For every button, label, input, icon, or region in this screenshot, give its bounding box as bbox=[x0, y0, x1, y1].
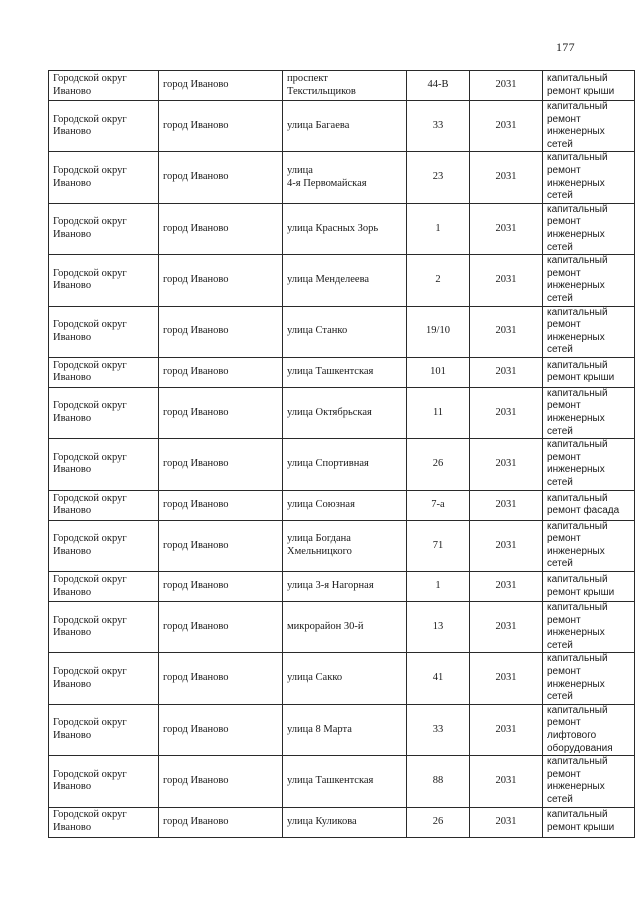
house-number-cell: 26 bbox=[407, 439, 470, 490]
table-row bbox=[49, 602, 635, 653]
table-row bbox=[49, 756, 635, 807]
work-type-cell: капитальный ремонт фасада bbox=[543, 490, 635, 520]
year-cell: 2031 bbox=[470, 71, 543, 101]
work-type-cell: капитальный ремонт крыши bbox=[543, 357, 635, 387]
city-cell: город Иваново bbox=[159, 387, 283, 438]
house-number-cell: 19/10 bbox=[407, 306, 470, 357]
year-cell: 2031 bbox=[470, 490, 543, 520]
municipality-cell: Городской округ Иваново bbox=[49, 572, 159, 602]
year-cell: 2031 bbox=[470, 387, 543, 438]
work-type-cell: капитальный ремонт инженерных сетей bbox=[543, 101, 635, 152]
table-row bbox=[49, 704, 635, 755]
municipality-cell: Городской округ Иваново bbox=[49, 490, 159, 520]
municipality-cell: Городской округ Иваново bbox=[49, 152, 159, 203]
street-cell: микрорайон 30-й bbox=[283, 602, 407, 653]
municipality-cell: Городской округ Иваново bbox=[49, 704, 159, 755]
work-type-cell: капитальный ремонт инженерных сетей bbox=[543, 387, 635, 438]
house-number-cell: 41 bbox=[407, 653, 470, 704]
year-cell: 2031 bbox=[470, 439, 543, 490]
year-cell: 2031 bbox=[470, 602, 543, 653]
house-number-cell: 11 bbox=[407, 387, 470, 438]
city-cell: город Иваново bbox=[159, 71, 283, 101]
street-cell: улица Куликова bbox=[283, 807, 407, 837]
street-cell: улица 8 Марта bbox=[283, 704, 407, 755]
year-cell: 2031 bbox=[470, 807, 543, 837]
house-number-cell: 13 bbox=[407, 602, 470, 653]
year-cell: 2031 bbox=[470, 152, 543, 203]
municipality-cell: Городской округ Иваново bbox=[49, 255, 159, 306]
city-cell: город Иваново bbox=[159, 101, 283, 152]
municipality-cell: Городской округ Иваново bbox=[49, 101, 159, 152]
city-cell: город Иваново bbox=[159, 152, 283, 203]
municipality-cell: Городской округ Иваново bbox=[49, 357, 159, 387]
table-row bbox=[49, 520, 635, 571]
city-cell: город Иваново bbox=[159, 255, 283, 306]
street-cell: улица Станко bbox=[283, 306, 407, 357]
house-number-cell: 71 bbox=[407, 520, 470, 571]
work-type-cell: капитальный ремонт инженерных сетей bbox=[543, 520, 635, 571]
city-cell: город Иваново bbox=[159, 490, 283, 520]
municipality-cell: Городской округ Иваново bbox=[49, 602, 159, 653]
page-number: 177 bbox=[556, 40, 575, 54]
year-cell: 2031 bbox=[470, 520, 543, 571]
housing-repair-table bbox=[48, 70, 635, 838]
street-cell: улица 4-я Первомайская bbox=[283, 152, 407, 203]
city-cell: город Иваново bbox=[159, 602, 283, 653]
street-cell: улица Красных Зорь bbox=[283, 203, 407, 254]
city-cell: город Иваново bbox=[159, 756, 283, 807]
year-cell: 2031 bbox=[470, 255, 543, 306]
municipality-cell: Городской округ Иваново bbox=[49, 306, 159, 357]
year-cell: 2031 bbox=[470, 357, 543, 387]
work-type-cell: капитальный ремонт инженерных сетей bbox=[543, 602, 635, 653]
city-cell: город Иваново bbox=[159, 520, 283, 571]
year-cell: 2031 bbox=[470, 306, 543, 357]
table-row bbox=[49, 203, 635, 254]
city-cell: город Иваново bbox=[159, 439, 283, 490]
city-cell: город Иваново bbox=[159, 203, 283, 254]
work-type-cell: капитальный ремонт инженерных сетей bbox=[543, 756, 635, 807]
house-number-cell: 101 bbox=[407, 357, 470, 387]
table-row bbox=[49, 490, 635, 520]
year-cell: 2031 bbox=[470, 756, 543, 807]
year-cell: 2031 bbox=[470, 704, 543, 755]
table-row bbox=[49, 807, 635, 837]
city-cell: город Иваново bbox=[159, 704, 283, 755]
street-cell: улица Багаева bbox=[283, 101, 407, 152]
street-cell: улица Менделеева bbox=[283, 255, 407, 306]
street-cell: улица Сакко bbox=[283, 653, 407, 704]
work-type-cell: капитальный ремонт крыши bbox=[543, 71, 635, 101]
street-cell: улица 3-я Нагорная bbox=[283, 572, 407, 602]
table-row bbox=[49, 152, 635, 203]
municipality-cell: Городской округ Иваново bbox=[49, 653, 159, 704]
table-row bbox=[49, 71, 635, 101]
table-row bbox=[49, 387, 635, 438]
street-cell: улица Богдана Хмельницкого bbox=[283, 520, 407, 571]
table-row bbox=[49, 255, 635, 306]
house-number-cell: 2 bbox=[407, 255, 470, 306]
city-cell: город Иваново bbox=[159, 357, 283, 387]
street-cell: улица Октябрьская bbox=[283, 387, 407, 438]
work-type-cell: капитальный ремонт инженерных сетей bbox=[543, 203, 635, 254]
table-row bbox=[49, 101, 635, 152]
table-row bbox=[49, 572, 635, 602]
year-cell: 2031 bbox=[470, 101, 543, 152]
work-type-cell: капитальный ремонт инженерных сетей bbox=[543, 439, 635, 490]
street-cell: улица Спортивная bbox=[283, 439, 407, 490]
municipality-cell: Городской округ Иваново bbox=[49, 71, 159, 101]
municipality-cell: Городской округ Иваново bbox=[49, 439, 159, 490]
city-cell: город Иваново bbox=[159, 572, 283, 602]
house-number-cell: 33 bbox=[407, 704, 470, 755]
street-cell: проспект Текстильщиков bbox=[283, 71, 407, 101]
city-cell: город Иваново bbox=[159, 306, 283, 357]
street-cell: улица Союзная bbox=[283, 490, 407, 520]
municipality-cell: Городской округ Иваново bbox=[49, 807, 159, 837]
work-type-cell: капитальный ремонт крыши bbox=[543, 572, 635, 602]
house-number-cell: 33 bbox=[407, 101, 470, 152]
street-cell: улица Ташкентская bbox=[283, 357, 407, 387]
house-number-cell: 7-а bbox=[407, 490, 470, 520]
city-cell: город Иваново bbox=[159, 807, 283, 837]
work-type-cell: капитальный ремонт инженерных сетей bbox=[543, 152, 635, 203]
year-cell: 2031 bbox=[470, 572, 543, 602]
table-row bbox=[49, 439, 635, 490]
table-row bbox=[49, 357, 635, 387]
table-row bbox=[49, 653, 635, 704]
municipality-cell: Городской округ Иваново bbox=[49, 387, 159, 438]
municipality-cell: Городской округ Иваново bbox=[49, 520, 159, 571]
work-type-cell: капитальный ремонт лифтового оборудования bbox=[543, 704, 635, 755]
year-cell: 2031 bbox=[470, 203, 543, 254]
house-number-cell: 1 bbox=[407, 203, 470, 254]
city-cell: город Иваново bbox=[159, 653, 283, 704]
work-type-cell: капитальный ремонт инженерных сетей bbox=[543, 306, 635, 357]
work-type-cell: капитальный ремонт инженерных сетей bbox=[543, 653, 635, 704]
table-row bbox=[49, 306, 635, 357]
municipality-cell: Городской округ Иваново bbox=[49, 756, 159, 807]
house-number-cell: 23 bbox=[407, 152, 470, 203]
house-number-cell: 88 bbox=[407, 756, 470, 807]
street-cell: улица Ташкентская bbox=[283, 756, 407, 807]
house-number-cell: 44-В bbox=[407, 71, 470, 101]
year-cell: 2031 bbox=[470, 653, 543, 704]
table-body bbox=[49, 71, 635, 838]
work-type-cell: капитальный ремонт крыши bbox=[543, 807, 635, 837]
house-number-cell: 1 bbox=[407, 572, 470, 602]
house-number-cell: 26 bbox=[407, 807, 470, 837]
work-type-cell: капитальный ремонт инженерных сетей bbox=[543, 255, 635, 306]
municipality-cell: Городской округ Иваново bbox=[49, 203, 159, 254]
